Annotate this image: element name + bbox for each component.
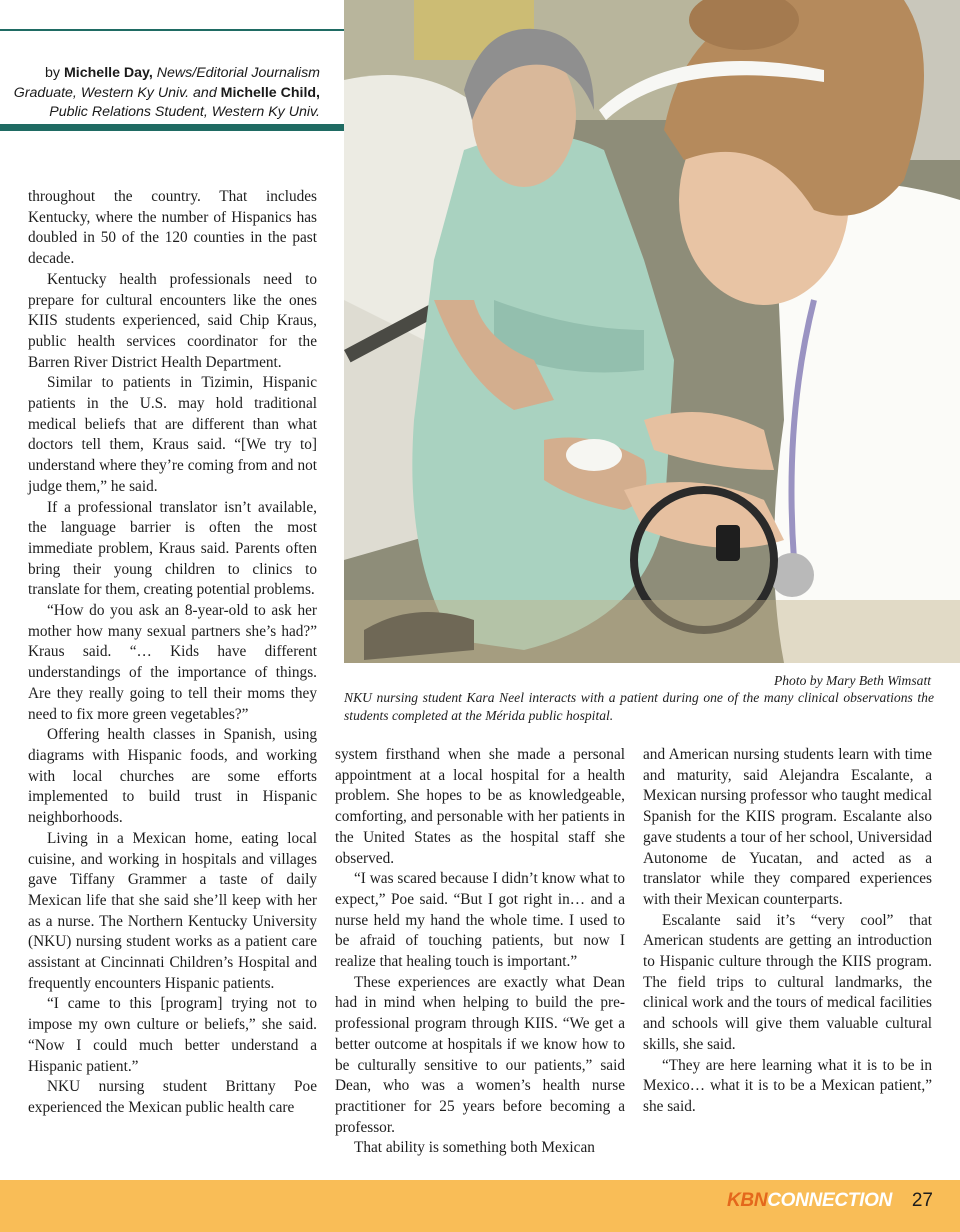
paragraph: “I was scared because I didn’t know what to expect,” Poe said. “But I got right in… and a nurse held my hand the whole time. I used to be afraid of touching patients, but now I realize that healing touch is important.” [335,870,625,971]
paragraph: “How do you ask an 8-year-old to ask her mother how many sexual partners she’s had?” Kraus said. “… Kids have different understandings of the importance of things. Are they really going to tell their moms they need to fix more green vegetables?” [28,602,317,723]
page-number: 27 [911,1190,933,1211]
paragraph: Offering health classes in Spanish, using diagrams with Hispanic foods, and working with local churches are some efforts implemented to build trust in Hispanic neighborhoods. [28,726,317,827]
photo-credit: Photo by Mary Beth Wimsatt [773,673,931,688]
byline-by: by [45,65,61,81]
byline-author-1: Michelle Day, [63,65,153,81]
article-column-2 [335,745,625,1159]
paragraph: Similar to patients in Tizimin, Hispanic patients in the U.S. may hold traditional medical beliefs that are different than what doctors tell them, Kraus said. “[We try to] understand where they’re coming from and not judge them,” he said. [28,374,317,495]
byline-bottom-rule [0,124,344,131]
byline-author-2-role: Public Relations Student, Western Ky Univ. [49,104,320,120]
article-column-3 [643,745,932,1118]
paragraph: “They are here learning what it is to be in Mexico… what it is to be a Mexican patient,” she said. [643,1056,932,1115]
byline-author-2: Michelle Child, [220,84,320,101]
article-column-1 [28,187,317,1119]
paragraph: throughout the country. That includes Kentucky, where the number of Hispanics has doubled in 50 of the 120 counties in the past decade. [28,188,317,268]
publication-logo [727,1189,892,1213]
paragraph: and American nursing students learn with time and maturity, said Alejandra Escalante, a Mexican nursing professor who taught medical Spanish for the KIIS program. Escalante also gave students a tour of her school, Universidad Autonome de Yucatan, and acted as a translator while they compared experiences with their Mexican counterparts. [643,746,932,908]
paragraph: Escalante said it’s “very cool” that American students are getting an introduction to Hispanic culture through the KIIS program. The field trips to cultural landmarks, the clinical work and the tours of medical facilities and schools will give them valuable cultural skills, she said. [643,911,932,1053]
paragraph: system firsthand when she made a personal appointment at a local hospital for a health problem. She hopes to be as knowledgeable, comforting, and personable with her patients in the United States as the hospital staff she observed. [335,746,625,867]
paragraph: If a professional translator isn’t available, the language barrier is often the most immediate problem, Kraus said. Parents often bring their young children to clinics to translate for them, creating potential problems. [28,498,317,599]
logo-connection: CONNECTION [767,1190,892,1211]
top-rule [0,29,344,31]
byline [8,64,320,123]
paragraph: “I came to this [program] trying not to impose my own culture or beliefs,” she said. “Now I could much better understand a Hispanic patient.” [28,995,317,1075]
paragraph: These experiences are exactly what Dean had in mind when helping to build the pre-professional program through KIIS. “We get a better outcome at hospitals if we know how to be culturally sensitive to our patients,” said Dean, who was a women’s health nurse practitioner for 25 years before becoming a professor. [335,973,625,1136]
paragraph: Kentucky health professionals need to prepare for cultural encounters like the ones KIIS students experienced, said Chip Kraus, public health services coordinator for the Barren River District Health Department. [28,270,317,371]
paragraph: That ability is something both Mexican [354,1139,595,1157]
logo-kbn: KBN [727,1190,768,1211]
photo-caption: NKU nursing student Kara Neel interacts with a patient during one of the many clinical observations the students completed at the Mérida public hospital. [344,690,934,723]
byline-author-1-role: News/Editorial Journalism Graduate, Western Ky Univ. and [13,65,320,101]
paragraph: Living in a Mexican home, eating local cuisine, and working in hospitals and villages gave Tiffany Grammer a taste of daily Mexican life that she said she’ll keep with her as a nurse. The Northern Kentucky University (NKU) nursing student works as a patient care assistant at Cincinnati Children’s Hospital and frequently encounters Hispanic patients. [28,829,317,992]
article-photo [344,0,960,663]
photo-illustration [344,0,960,663]
paragraph: NKU nursing student Brittany Poe experienced the Mexican public health care [28,1078,317,1116]
